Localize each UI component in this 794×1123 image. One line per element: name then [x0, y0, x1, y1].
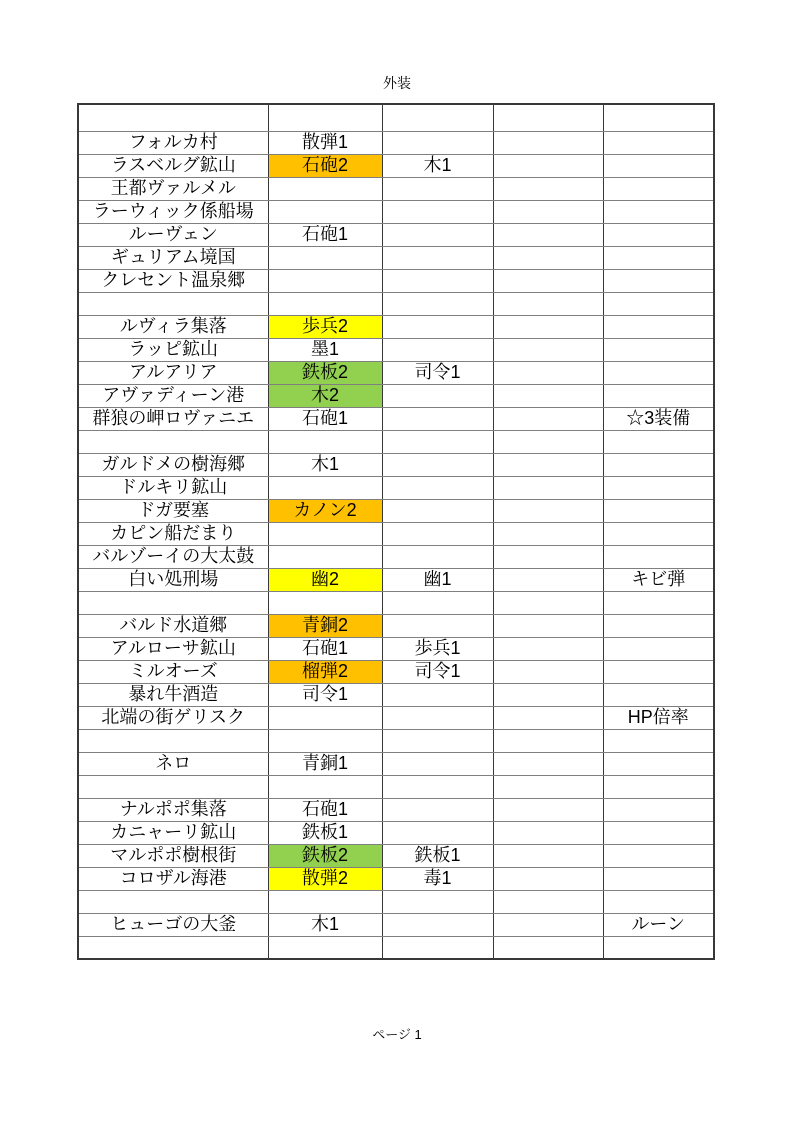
table-cell — [603, 292, 714, 315]
table-cell — [493, 200, 603, 223]
table-cell — [382, 890, 493, 913]
table-row — [78, 821, 714, 844]
table-row — [78, 200, 714, 223]
table-cell — [382, 683, 493, 706]
table-row — [78, 660, 714, 683]
table-cell — [493, 223, 603, 246]
table-cell — [382, 453, 493, 476]
equipment-table — [77, 103, 715, 960]
table-cell — [603, 499, 714, 522]
table-cell — [493, 246, 603, 269]
table-cell: HP倍率 — [603, 706, 714, 729]
table-row — [78, 407, 714, 430]
table-row — [78, 384, 714, 407]
table-row — [78, 545, 714, 568]
table-cell — [603, 246, 714, 269]
table-cell — [493, 384, 603, 407]
table-cell — [493, 844, 603, 867]
table-row — [78, 315, 714, 338]
table-cell — [603, 476, 714, 499]
table-cell-highlighted: 歩兵2 — [268, 315, 382, 338]
table-row — [78, 568, 714, 591]
location-name-cell: カピン船だまり — [78, 522, 268, 545]
location-name-cell: アヴァディーン港 — [78, 384, 268, 407]
table-cell — [268, 545, 382, 568]
table-cell — [603, 269, 714, 292]
table-cell — [493, 315, 603, 338]
table-cell-highlighted: 鉄板2 — [268, 844, 382, 867]
table-cell — [382, 246, 493, 269]
table-cell-highlighted: 石砲2 — [268, 154, 382, 177]
table-cell-highlighted: 散弾2 — [268, 867, 382, 890]
location-name-cell: ルヴィラ集落 — [78, 315, 268, 338]
table-cell — [493, 683, 603, 706]
table-cell — [493, 867, 603, 890]
table-cell — [603, 315, 714, 338]
table-row — [78, 614, 714, 637]
table-cell — [382, 223, 493, 246]
table-cell: 歩兵1 — [382, 637, 493, 660]
table-cell — [382, 292, 493, 315]
table-cell: 青銅1 — [268, 752, 382, 775]
table-cell — [382, 407, 493, 430]
location-name-cell: ギュリアム境国 — [78, 246, 268, 269]
table-cell: 司令1 — [268, 683, 382, 706]
location-name-cell: 暴れ牛酒造 — [78, 683, 268, 706]
location-name-cell — [78, 775, 268, 798]
table-cell — [493, 660, 603, 683]
table-row — [78, 361, 714, 384]
table-cell — [603, 154, 714, 177]
table-cell — [268, 269, 382, 292]
table-body — [78, 104, 714, 959]
table-cell — [268, 430, 382, 453]
location-name-cell: ヒューゴの大釜 — [78, 913, 268, 936]
table-cell: 石砲1 — [268, 223, 382, 246]
table-cell: 墨1 — [268, 338, 382, 361]
table-cell — [603, 890, 714, 913]
location-name-cell: ドルキリ鉱山 — [78, 476, 268, 499]
location-name-cell: ラーウィック係船場 — [78, 200, 268, 223]
table-cell — [493, 752, 603, 775]
table-row — [78, 890, 714, 913]
location-name-cell — [78, 729, 268, 752]
table-cell — [382, 338, 493, 361]
table-row — [78, 729, 714, 752]
table-cell — [493, 545, 603, 568]
table-cell — [382, 936, 493, 959]
table-cell — [603, 384, 714, 407]
table-row — [78, 476, 714, 499]
table-cell — [493, 177, 603, 200]
table-cell — [493, 154, 603, 177]
table-cell — [382, 315, 493, 338]
table-cell — [603, 821, 714, 844]
table-cell — [493, 338, 603, 361]
table-cell — [268, 104, 382, 131]
table-cell — [493, 591, 603, 614]
table-row — [78, 752, 714, 775]
table-cell — [603, 867, 714, 890]
location-name-cell: バルゾーイの大太鼓 — [78, 545, 268, 568]
table-cell — [603, 775, 714, 798]
table-cell — [603, 614, 714, 637]
table-cell — [603, 453, 714, 476]
table-cell: 幽1 — [382, 568, 493, 591]
table-cell — [382, 200, 493, 223]
location-name-cell: ラッピ鉱山 — [78, 338, 268, 361]
table-row — [78, 775, 714, 798]
location-name-cell: ルーヴェン — [78, 223, 268, 246]
table-cell — [493, 131, 603, 154]
table-cell — [268, 775, 382, 798]
table-cell: 鉄板1 — [382, 844, 493, 867]
table-cell-highlighted: 幽2 — [268, 568, 382, 591]
table-cell: 木1 — [382, 154, 493, 177]
table-cell — [603, 200, 714, 223]
location-name-cell: カニャーリ鉱山 — [78, 821, 268, 844]
location-name-cell: マルポポ樹根街 — [78, 844, 268, 867]
table-cell — [268, 200, 382, 223]
location-name-cell: ナルポポ集落 — [78, 798, 268, 821]
table-cell — [493, 269, 603, 292]
table-cell — [268, 936, 382, 959]
table-cell — [493, 476, 603, 499]
table-cell-highlighted: 鉄板2 — [268, 361, 382, 384]
table-cell — [493, 499, 603, 522]
table-cell: 司令1 — [382, 660, 493, 683]
location-name-cell — [78, 104, 268, 131]
table-cell — [493, 775, 603, 798]
table-cell — [268, 729, 382, 752]
table-cell: 散弾1 — [268, 131, 382, 154]
table-row — [78, 522, 714, 545]
table-row — [78, 683, 714, 706]
table-cell — [603, 637, 714, 660]
table-cell: 石砲1 — [268, 407, 382, 430]
table-cell — [382, 614, 493, 637]
location-name-cell — [78, 292, 268, 315]
table-cell — [603, 798, 714, 821]
table-cell — [382, 269, 493, 292]
table-cell: 木1 — [268, 453, 382, 476]
table-cell — [493, 453, 603, 476]
table-cell — [382, 752, 493, 775]
location-name-cell: バルド水道郷 — [78, 614, 268, 637]
table-cell — [268, 177, 382, 200]
location-name-cell: ネロ — [78, 752, 268, 775]
location-name-cell: 北端の街ゲリスク — [78, 706, 268, 729]
table-row — [78, 913, 714, 936]
table-cell — [268, 522, 382, 545]
table-cell: 鉄板1 — [268, 821, 382, 844]
table-cell — [603, 660, 714, 683]
table-cell — [493, 821, 603, 844]
table-cell — [382, 131, 493, 154]
table-row — [78, 430, 714, 453]
table-cell — [268, 890, 382, 913]
table-cell: 木1 — [268, 913, 382, 936]
table-cell — [603, 752, 714, 775]
table-cell: キビ弾 — [603, 568, 714, 591]
table-cell — [603, 223, 714, 246]
location-name-cell — [78, 430, 268, 453]
table-cell — [382, 913, 493, 936]
table-cell-highlighted: 青銅2 — [268, 614, 382, 637]
table-row — [78, 269, 714, 292]
table-cell: 司令1 — [382, 361, 493, 384]
table-cell — [493, 568, 603, 591]
table-cell — [382, 706, 493, 729]
location-name-cell: 白い処刑場 — [78, 568, 268, 591]
table-cell — [493, 637, 603, 660]
location-name-cell — [78, 936, 268, 959]
table-cell — [603, 522, 714, 545]
table-cell — [382, 775, 493, 798]
table-cell — [493, 936, 603, 959]
page-title: 外装 — [383, 75, 411, 91]
table-cell — [493, 522, 603, 545]
table-cell — [493, 292, 603, 315]
table-cell — [603, 177, 714, 200]
table-row — [78, 292, 714, 315]
table-cell — [493, 706, 603, 729]
location-name-cell: クレセント温泉郷 — [78, 269, 268, 292]
table-cell — [382, 798, 493, 821]
table-cell — [382, 729, 493, 752]
table-cell — [493, 430, 603, 453]
table-header-row — [78, 104, 714, 131]
table-cell — [603, 430, 714, 453]
table-cell — [268, 476, 382, 499]
location-name-cell: コロザル海港 — [78, 867, 268, 890]
table-cell-highlighted: 木2 — [268, 384, 382, 407]
table-row — [78, 591, 714, 614]
table-cell — [493, 361, 603, 384]
table-cell — [268, 246, 382, 269]
table-cell — [603, 729, 714, 752]
table-cell — [382, 591, 493, 614]
table-row — [78, 706, 714, 729]
table-cell-highlighted: 榴弾2 — [268, 660, 382, 683]
table-cell — [268, 706, 382, 729]
location-name-cell: ミルオーズ — [78, 660, 268, 683]
table-row — [78, 177, 714, 200]
table-row — [78, 637, 714, 660]
table-cell — [493, 407, 603, 430]
table-row — [78, 131, 714, 154]
table-cell — [382, 384, 493, 407]
location-name-cell — [78, 591, 268, 614]
table-cell — [493, 729, 603, 752]
table-cell — [268, 591, 382, 614]
table-cell — [603, 844, 714, 867]
table-cell: 石砲1 — [268, 798, 382, 821]
table-cell — [382, 821, 493, 844]
table-cell — [493, 890, 603, 913]
table-row — [78, 154, 714, 177]
table-cell: 石砲1 — [268, 637, 382, 660]
table-cell — [493, 798, 603, 821]
location-name-cell: ラスベルグ鉱山 — [78, 154, 268, 177]
table-cell — [493, 913, 603, 936]
table-cell — [382, 177, 493, 200]
page-footer: ページ 1 — [372, 1027, 422, 1042]
table-cell — [382, 545, 493, 568]
location-name-cell: ガルドメの樹海郷 — [78, 453, 268, 476]
location-name-cell: アルローサ鉱山 — [78, 637, 268, 660]
table-cell — [603, 131, 714, 154]
location-name-cell: アルアリア — [78, 361, 268, 384]
table-cell — [268, 292, 382, 315]
table-cell — [603, 361, 714, 384]
location-name-cell: 群狼の岬ロヴァニエ — [78, 407, 268, 430]
location-name-cell: ドガ要塞 — [78, 499, 268, 522]
table-cell — [382, 476, 493, 499]
location-name-cell — [78, 890, 268, 913]
table-row — [78, 246, 714, 269]
table-cell — [603, 338, 714, 361]
table-row — [78, 499, 714, 522]
table-cell-highlighted: カノン2 — [268, 499, 382, 522]
location-name-cell: フォルカ村 — [78, 131, 268, 154]
table-cell — [382, 430, 493, 453]
table-cell — [493, 104, 603, 131]
table-row — [78, 338, 714, 361]
table-cell: ☆3装備 — [603, 407, 714, 430]
table-cell — [603, 591, 714, 614]
table-row — [78, 798, 714, 821]
table-row — [78, 844, 714, 867]
table-cell: 毒1 — [382, 867, 493, 890]
table-row — [78, 453, 714, 476]
table-cell — [603, 683, 714, 706]
table-cell — [382, 104, 493, 131]
table-cell — [603, 936, 714, 959]
table-row — [78, 867, 714, 890]
table-row — [78, 223, 714, 246]
table-cell — [382, 522, 493, 545]
location-name-cell: 王都ヴァルメル — [78, 177, 268, 200]
table-cell — [603, 545, 714, 568]
table-cell: ルーン — [603, 913, 714, 936]
table-cell — [493, 614, 603, 637]
table-cell — [603, 104, 714, 131]
table-row — [78, 936, 714, 959]
table-cell — [382, 499, 493, 522]
